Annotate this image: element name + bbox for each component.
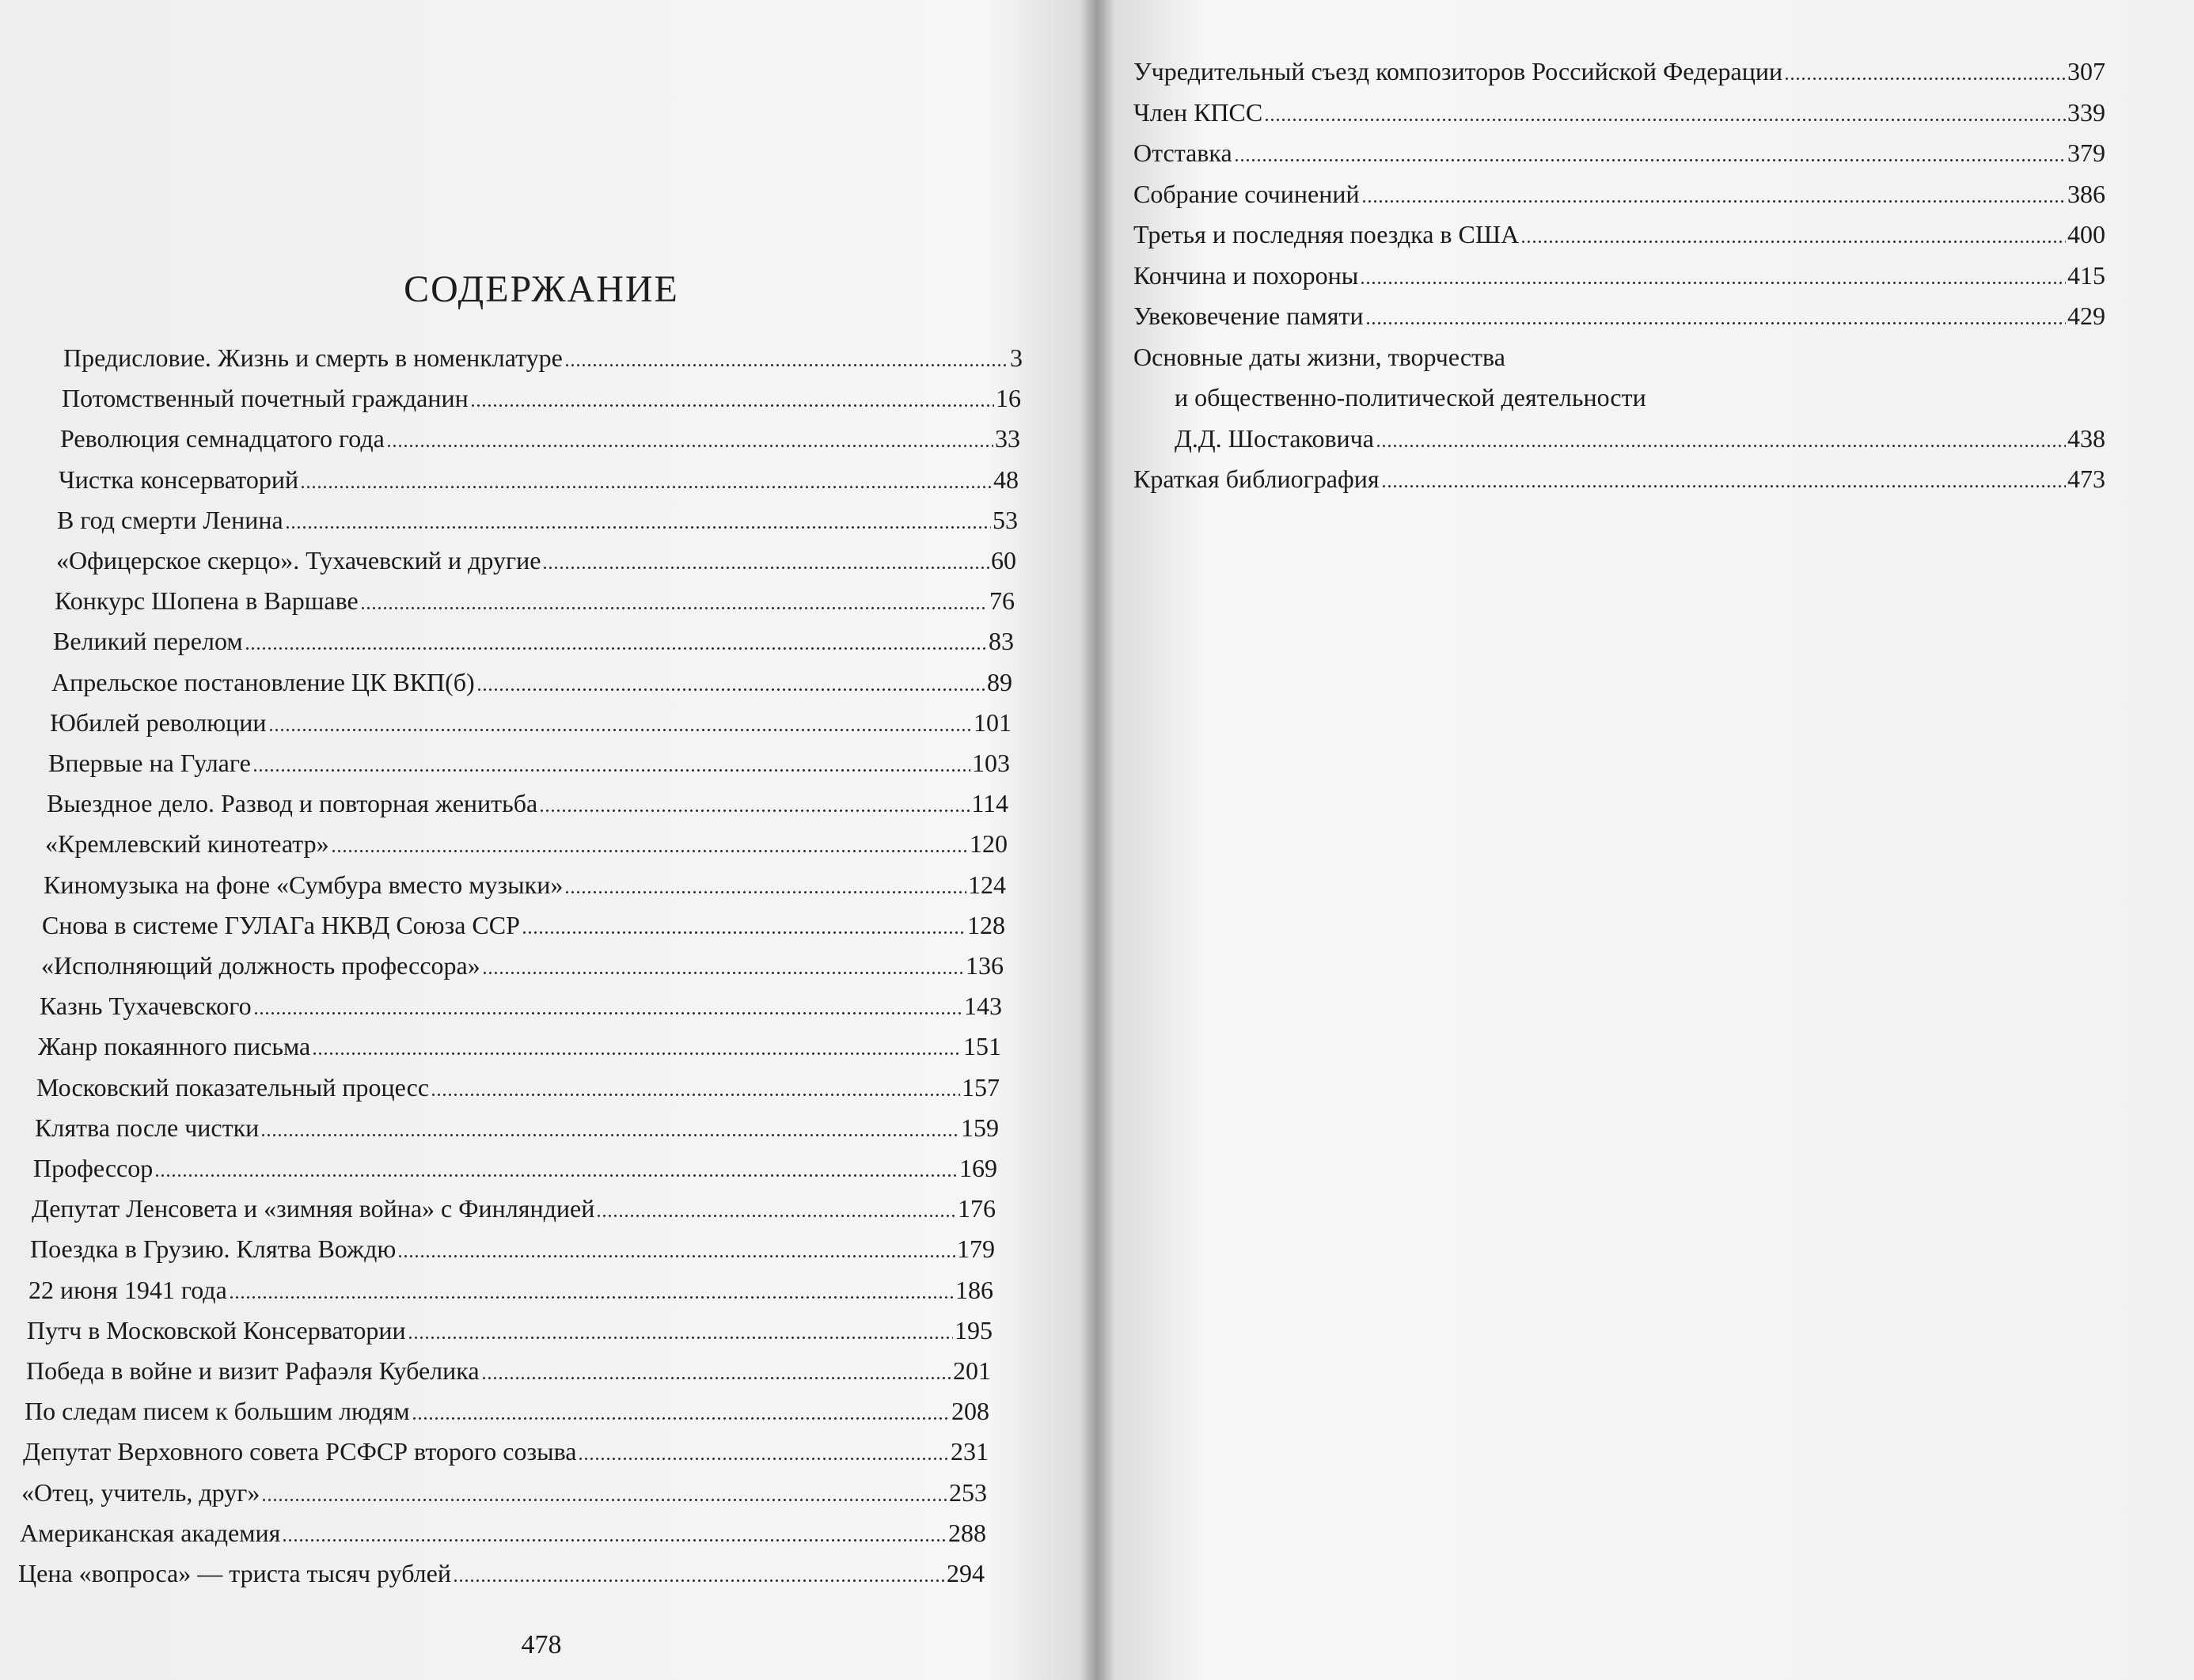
toc-entry-title: Московский показательный процесс [36,1072,430,1102]
toc-entry-title: Путч в Московской Консерватории [27,1315,406,1344]
toc-entry-title: Цена «вопроса» — триста тысяч рублей [18,1559,451,1587]
right-page [1102,0,2194,1680]
toc-leader-dots [300,486,992,488]
toc-entry-page: 339 [2067,97,2105,127]
toc-entry-title: «Кремлевский кинотеатр» [45,829,329,859]
toc-entry-page: 53 [993,505,1018,534]
toc-entry [25,1394,989,1428]
toc-entry [1133,421,2105,456]
toc-entry [1133,380,2105,415]
toc-entry [36,1070,1000,1105]
toc-leader-dots [386,445,993,447]
toc-entry-title: Член КПСС [1133,97,1263,127]
toc-entry-page: 294 [947,1559,985,1587]
toc-entry-title: Киномузыка на фоне «Сумбура вместо музыки» [44,870,564,899]
toc-entry-title: Американская академия [20,1518,281,1547]
toc-leader-dots [245,647,987,650]
toc-entry-title: Основные даты жизни, творчества [1133,342,1505,371]
toc-entry-title: Казнь Тухачевского [40,992,252,1021]
toc-entry [53,624,1014,658]
toc-entry-page: 386 [2067,179,2105,208]
toc-entry-title: и общественно-политической деятельности [1175,383,1646,411]
toc-entry-page: 208 [951,1397,989,1426]
toc-entry-title: В год смерти Ленина [57,505,283,534]
toc-entry [50,705,1012,740]
toc-entry-title: Выездное дело. Развод и повторная женитьба [47,789,538,818]
toc-entry [51,665,1012,700]
toc-entry-page: 33 [995,424,1020,453]
toc-entry-title: «Исполняющий должность профессора» [41,951,480,980]
toc-entry [1133,298,2105,333]
toc-entry-title: Апрельское постановление ЦК ВКП(б) [51,667,475,696]
toc-entry-title: Жанр покаянного письма [38,1032,311,1061]
toc-entry-title: Профессор [33,1154,154,1182]
toc-entry [18,1556,985,1591]
toc-entry-title: Впервые на Гулаге [48,749,251,777]
toc-entry [1133,217,2105,252]
toc-entry [41,948,1004,983]
toc-entry-page: 195 [955,1315,993,1344]
toc-entry-page: 114 [971,789,1008,818]
toc-leader-dots [564,364,1008,366]
toc-entry-title: По следам писем к большим людям [25,1397,410,1426]
toc-leader-dots [154,1174,958,1177]
toc-entry-title: Краткая библиография [1133,465,1380,493]
toc-leader-dots [596,1215,956,1217]
toc-entry-page: 400 [2067,220,2105,248]
toc-entry [32,1191,996,1226]
toc-entry-page: 169 [959,1154,997,1182]
toc-entry-title: Собрание сочинений [1133,179,1360,208]
toc-entry-title: Депутат Верховного совета РСФСР второго созыва [23,1437,577,1466]
toc-leader-dots [453,1580,945,1582]
toc-leader-dots [252,769,970,772]
toc-entry-title: Отставка [1133,138,1232,167]
toc-leader-dots [268,729,972,731]
toc-entry [1133,176,2105,211]
toc-entry-page: 60 [991,546,1016,575]
toc-leader-dots [482,972,964,974]
toc-entry [60,421,1020,456]
toc-entry [40,988,1002,1023]
toc-leader-dots [408,1337,953,1339]
toc-entry-page: 201 [953,1356,991,1385]
toc-entry [63,340,1023,375]
toc-entry [48,745,1010,780]
toc-entry-page: 3 [1010,343,1023,372]
toc-entry [57,502,1018,537]
toc-entry [42,908,1005,942]
toc-entry [47,786,1008,821]
toc-leader-dots [578,1458,949,1460]
toc-entry-page: 473 [2067,465,2105,493]
toc-entry-page: 288 [948,1518,986,1547]
toc-entry-page: 176 [958,1194,996,1223]
toc-entry-title: Великий перелом [53,627,243,656]
toc-leader-dots [470,404,994,407]
toc-leader-dots [1264,119,2066,121]
toc-entry [27,1313,993,1348]
contents-heading: СОДЕРЖАНИЕ [404,268,679,310]
toc-entry-title: Поездка в Грузию. Клятва Вождю [30,1234,397,1264]
page-number: 478 [521,1630,562,1659]
toc-entry [1133,135,2105,170]
toc-leader-dots [229,1296,954,1299]
toc-entry [30,1231,995,1266]
toc-leader-dots [260,1134,959,1136]
toc-entry-page: 307 [2067,57,2105,85]
toc-entry-title: 22 июня 1941 года [28,1275,227,1304]
toc-entry [38,1029,1001,1064]
toc-leader-dots [1784,78,2066,80]
toc-entry-page: 16 [996,384,1021,413]
toc-entry-title: Депутат Ленсовета и «зимняя война» с Финляндией [32,1194,595,1223]
toc-entry [59,462,1019,497]
toc-entry-page: 128 [967,910,1005,939]
toc-leader-dots [331,850,968,852]
toc-entry [45,826,1008,861]
toc-entry-page: 76 [989,586,1015,616]
left-page [0,0,1083,1680]
toc-entry [1133,54,2105,89]
toc-leader-dots [1520,241,2066,243]
toc-entry-title: Д.Д. Шостаковича [1175,423,1374,453]
toc-entry-title: Революция семнадцатого года [60,424,385,453]
toc-entry-title: Потомственный почетный гражданин [62,384,469,413]
toc-leader-dots [360,607,988,609]
toc-entry-page: 231 [951,1437,989,1466]
toc-leader-dots [1234,159,2066,161]
toc-entry-page: 103 [972,749,1010,777]
toc-leader-dots [1376,445,2066,447]
toc-entry-page: 379 [2067,138,2105,167]
toc-leader-dots [522,931,966,934]
toc-entry-page: 179 [957,1234,995,1264]
toc-entry-page: 101 [974,707,1012,737]
toc-entry-title: Кончина и похороны [1133,260,1359,290]
toc-entry [33,1151,997,1185]
toc-entry-title: «Отец, учитель, друг» [21,1477,260,1507]
toc-entry [35,1110,999,1145]
toc-leader-dots [431,1094,960,1096]
toc-leader-dots [261,1499,947,1501]
toc-leader-dots [542,567,989,569]
toc-entry [20,1515,986,1550]
toc-entry-page: 124 [968,870,1006,899]
toc-entry [23,1434,989,1469]
toc-leader-dots [397,1255,955,1257]
toc-entry [21,1475,987,1510]
toc-entry-title: Увековечение памяти [1133,301,1364,330]
toc-leader-dots [312,1052,962,1055]
toc-entry-page: 186 [955,1275,993,1304]
toc-entry-page: 151 [963,1032,1001,1061]
toc-entry-title: Победа в войне и визит Рафаэля Кубелика [26,1356,480,1385]
toc-entry-page: 438 [2067,423,2105,453]
toc-leader-dots [253,1012,962,1014]
toc-entry [1133,461,2105,496]
toc-entry [44,867,1006,902]
toc-entry-page: 143 [964,992,1002,1021]
toc-entry-page: 136 [966,951,1004,980]
toc-leader-dots [282,1539,947,1542]
toc-entry-page: 83 [989,627,1014,656]
toc-entry-title: Чистка консерваторий [59,465,299,494]
toc-leader-dots [1365,322,2066,324]
toc-leader-dots [1360,282,2066,284]
toc-entry-page: 89 [987,667,1012,696]
toc-leader-dots [1361,200,2066,203]
toc-entry [1133,258,2105,293]
toc-entry-page: 253 [949,1477,987,1507]
toc-entry-page: 157 [962,1072,1000,1102]
toc-entry [28,1272,993,1307]
toc-leader-dots [1381,485,2066,487]
toc-entry-title: Конкурс Шопена в Варшаве [55,586,359,616]
toc-entry-page: 120 [970,829,1008,859]
toc-entry-title: Учредительный съезд композиторов Российской Федерации [1133,57,1783,85]
toc-entry-page: 429 [2067,301,2105,330]
toc-entry [1133,339,2105,374]
toc-leader-dots [481,1377,951,1379]
toc-entry [26,1353,991,1388]
toc-entry-page: 159 [961,1113,999,1142]
toc-entry-title: «Офицерское скерцо». Тухачевский и другие [56,546,541,575]
toc-leader-dots [412,1417,950,1420]
toc-leader-dots [476,688,985,691]
toc-entry [1133,95,2105,130]
toc-entry [62,381,1021,415]
toc-entry-page: 415 [2067,260,2105,290]
toc-leader-dots [564,891,966,893]
toc-entry-title: Юбилей революции [50,707,267,737]
toc-entry-page: 48 [993,465,1019,494]
toc-entry [56,543,1016,578]
toc-leader-dots [285,526,991,529]
toc-entry [55,583,1015,618]
toc-entry-title: Снова в системе ГУЛАГа НКВД Союза ССР [42,910,520,939]
toc-entry-title: Клятва после чистки [35,1113,260,1142]
toc-entry-title: Третья и последняя поездка в США [1133,220,1520,248]
toc-leader-dots [539,810,970,812]
toc-entry-title: Предисловие. Жизнь и смерть в номенклатуре [63,343,563,372]
